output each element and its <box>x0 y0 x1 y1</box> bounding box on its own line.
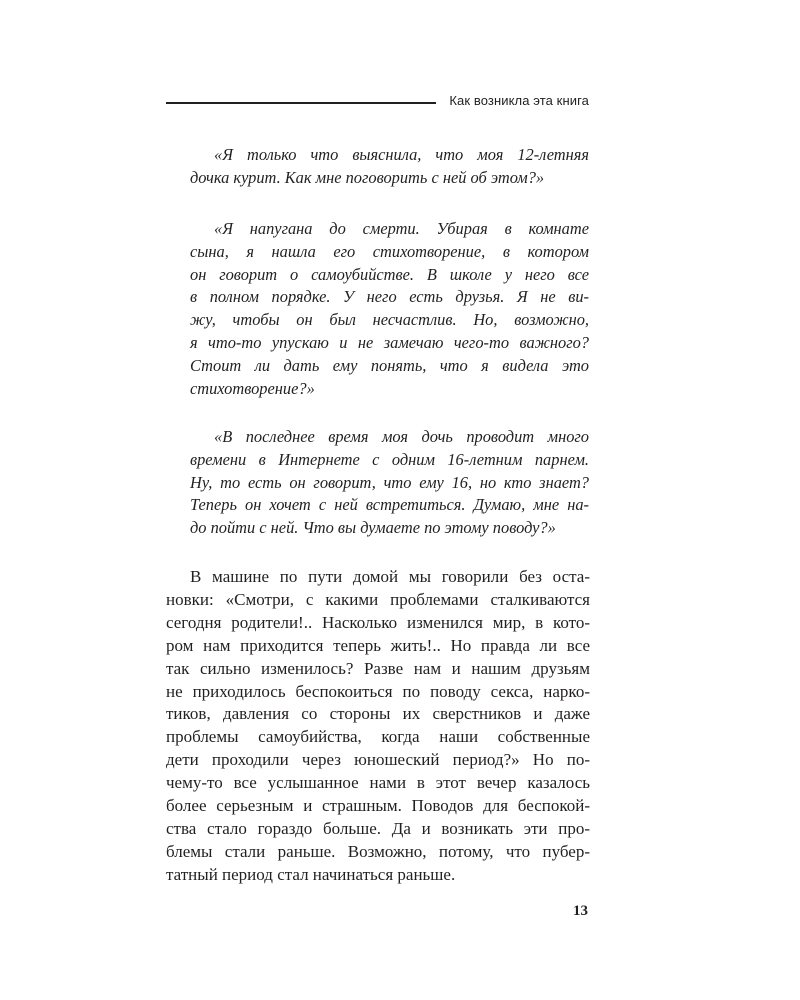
page-number: 13 <box>573 903 588 919</box>
body-line: чему-то все услышанное нами в этот вечер казалось <box>166 773 590 793</box>
body-line: не приходилось беспокоиться по поводу секса, нарко- <box>166 681 590 701</box>
quote-line: в полном порядке. У него есть друзья. Я не ви- <box>190 287 589 307</box>
body-paragraph <box>166 566 590 887</box>
quote-line: дочка курит. Как мне поговорить с ней об этом?» <box>190 167 545 187</box>
quote-2 <box>190 218 589 400</box>
header-rule <box>166 102 436 104</box>
body-line: блемы стали раньше. Возможно, потому, что пубер- <box>166 841 590 861</box>
body-line: более серьезным и страшным. Поводов для беспокой- <box>166 796 590 816</box>
body-line: татный период стал начинаться раньше. <box>166 864 456 884</box>
body-line: новки: «Смотри, с какими проблемами сталкиваются <box>166 589 590 609</box>
quote-line: «Я только что выяснила, что моя 12-летняя <box>214 145 589 164</box>
body-line: тиков, давления со стороны их сверстников и даже <box>166 704 590 724</box>
quote-1 <box>190 144 589 190</box>
quote-line: времени в Интернете с одним 16-летним парнем. <box>190 449 589 469</box>
running-head: Как возникла эта книга <box>449 93 589 108</box>
body-line: В машине по пути домой мы говорили без оста- <box>190 567 590 586</box>
quote-line: «Я напугана до смерти. Убирая в комнате <box>214 219 589 238</box>
quote-line: я что-то упускаю и не замечаю чего-то важного? <box>190 332 589 352</box>
quote-line: Теперь он хочет с ней встретиться. Думаю, мне на- <box>190 495 589 515</box>
body-line: ром нам приходится теперь жить!.. Но правда ли все <box>166 635 590 655</box>
quote-line: он говорит о самоубийстве. В школе у него все <box>190 264 589 284</box>
quote-line: до пойти с ней. Что вы думаете по этому поводу?» <box>190 518 556 538</box>
body-line: так сильно изменилось? Разве нам и нашим друзьям <box>166 658 590 678</box>
quote-line: Ну, то есть он говорит, что ему 16, но кто знает? <box>190 472 589 492</box>
quote-line: «В последнее время моя дочь проводит много <box>214 427 589 446</box>
quote-3 <box>190 426 589 540</box>
quote-line: жу, чтобы он был несчастлив. Но, возможно, <box>190 310 589 330</box>
quote-line: сына, я нашла его стихотворение, в котором <box>190 241 589 261</box>
quote-line: Стоит ли дать ему понять, что я видела это <box>190 355 589 375</box>
body-line: дети проходили через юношеский период?» Но по- <box>166 750 590 770</box>
quote-line: стихотворение?» <box>190 378 315 398</box>
body-line: сегодня родители!.. Насколько изменился мир, в кото- <box>166 612 590 632</box>
body-line: ства стало гораздо больше. Да и возникать эти про- <box>166 818 590 838</box>
body-line: проблемы самоубийства, когда наши собственные <box>166 727 590 747</box>
